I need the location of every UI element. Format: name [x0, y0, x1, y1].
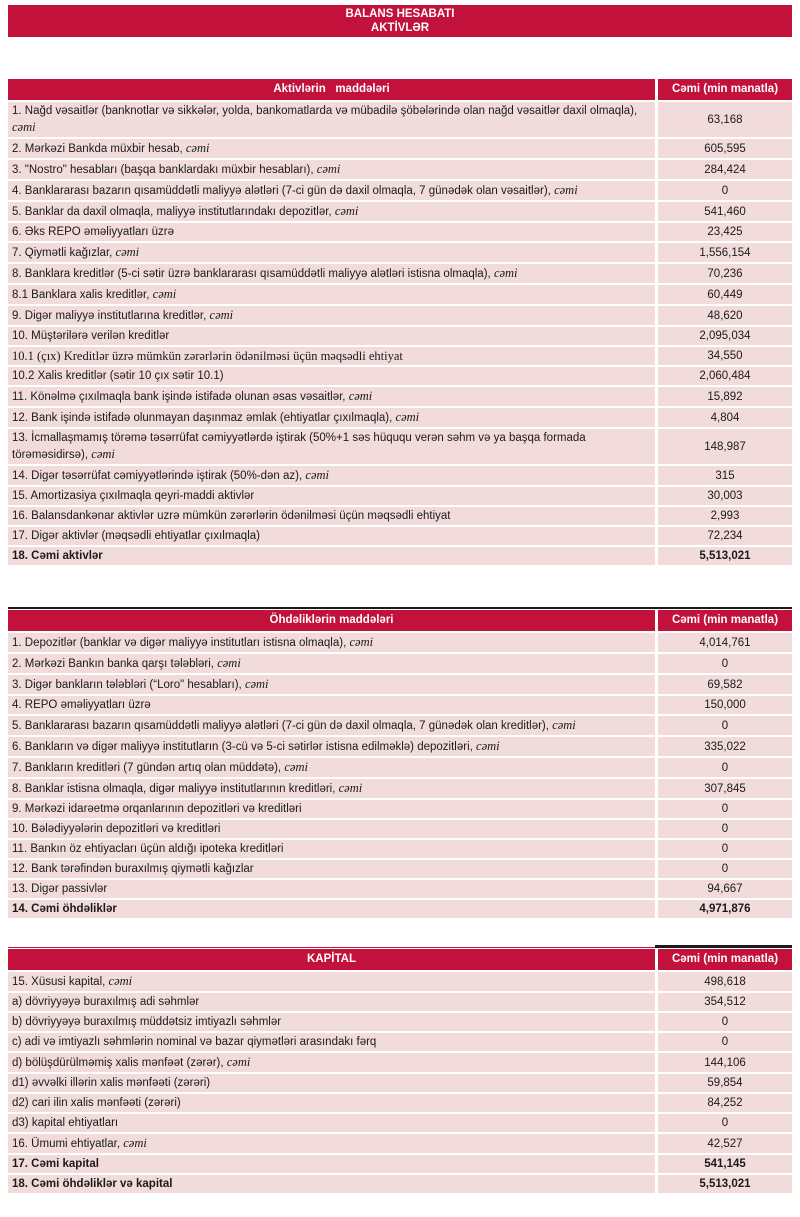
- row-label-cell: [8, 758, 655, 777]
- row-label-cell: [8, 1074, 655, 1092]
- row-label-text: 7. Bankların kreditləri (7 gündən artıq olan müddətə),: [12, 762, 282, 774]
- row-label-text: c) adi və imtiyazlı səhmlərin nominal və bazar qiymətləri arasındakı fərq: [12, 1036, 377, 1048]
- row-label-text: d3) kapital ehtiyatları: [12, 1117, 119, 1129]
- row-label-cell: [8, 737, 655, 756]
- row-value: 2,993: [658, 507, 792, 525]
- table-row: [8, 243, 792, 262]
- table-header: [8, 949, 792, 970]
- row-value: 0: [658, 860, 792, 878]
- row-label-text: d) bölüşdürülməmiş xalis mənfəət (zərər),: [12, 1057, 224, 1069]
- row-label-italic-suffix: cəmi: [334, 204, 359, 218]
- row-label-cell: [8, 367, 655, 385]
- table-row: [8, 1053, 792, 1072]
- table-row: [8, 181, 792, 200]
- row-label: [12, 548, 103, 564]
- table-row: [8, 202, 792, 221]
- table-row: [8, 737, 792, 756]
- row-value: 2,060,484: [658, 367, 792, 385]
- table-row: [8, 223, 792, 241]
- row-value: 30,003: [658, 487, 792, 505]
- table-row: [8, 264, 792, 283]
- row-label-italic-suffix: cəmi: [552, 718, 576, 732]
- row-value: 335,022: [658, 737, 792, 756]
- row-label: [12, 1176, 172, 1192]
- table-row: [8, 466, 792, 485]
- row-label-cell: [8, 993, 655, 1011]
- table-header-label: Öhdəliklərin maddələri: [8, 610, 655, 631]
- tables-container: [8, 79, 792, 1193]
- row-label-italic-suffix: cəmi: [493, 266, 518, 280]
- row-label-text: 15. Amortizasiya çıxılmaqla qeyri-maddi aktivlər: [12, 490, 255, 502]
- row-value: 0: [658, 840, 792, 858]
- table-row: [8, 716, 792, 735]
- row-label-text: 2. Mərkəzi Bankda müxbir hesab,: [12, 143, 183, 155]
- row-label-text: 4. REPO əməliyyatları üzrə: [12, 699, 151, 711]
- row-label: [12, 409, 419, 426]
- row-label-text: 9. Mərkəzi idarəetmə orqanlarının depozitləri və kreditləri: [12, 803, 302, 815]
- row-label: [12, 881, 107, 897]
- row-label-text: 11. Könəlmə çıxılmaqla bank işində istifadə olunan əsas vəsaitlər,: [12, 391, 346, 403]
- row-value: 0: [658, 1114, 792, 1132]
- table-row: [8, 779, 792, 798]
- table-row: [8, 993, 792, 1011]
- row-value: 315: [658, 466, 792, 485]
- row-label-text: 14. Cəmi öhdəliklər: [12, 903, 117, 915]
- row-label-text: 13. İcmallaşmamış törəmə təsərrüfat cəmiyyətlərdə iştirak (50%+1 səs hüququ verən səhm və ya başqa formada törəməsidirsə),: [12, 432, 586, 461]
- row-label: [12, 1014, 281, 1030]
- row-label-italic-suffix: cəmi: [316, 162, 341, 176]
- row-label-italic-suffix: cəmi: [349, 635, 374, 649]
- row-label-text: 8.1 Banklara xalis kreditlər,: [12, 289, 150, 301]
- row-label-cell: [8, 306, 655, 325]
- table-kapital: [8, 944, 792, 1193]
- row-value: 59,854: [658, 1074, 792, 1092]
- table-row: [8, 1134, 792, 1153]
- row-value: 42,527: [658, 1134, 792, 1153]
- row-label: [12, 1095, 181, 1111]
- row-label: [12, 140, 209, 157]
- row-value: 70,236: [658, 264, 792, 283]
- row-label: [12, 224, 174, 240]
- row-value: 94,667: [658, 880, 792, 898]
- row-label-italic-suffix: cəmi: [12, 120, 36, 134]
- row-label-text: 12. Bank işində istifadə olunmayan daşınmaz əmlak (ehtiyatlar çıxılmaqla),: [12, 412, 393, 424]
- row-label-cell: [8, 1175, 655, 1193]
- row-value: 498,618: [658, 972, 792, 991]
- table-row: [8, 675, 792, 694]
- table-row: [8, 102, 792, 137]
- row-value: 84,252: [658, 1094, 792, 1112]
- row-label: [12, 841, 283, 857]
- row-label: [12, 244, 139, 261]
- row-label-text: a) dövriyyəyə buraxılmış adi səhmlər: [12, 996, 200, 1008]
- row-label-text: 1. Depozitlər (banklar və digər maliyyə institutları istisna olmaqla),: [12, 637, 347, 649]
- row-label: [12, 1054, 250, 1071]
- table-row: [8, 633, 792, 652]
- row-label-cell: [8, 1134, 655, 1153]
- row-label: [12, 103, 651, 136]
- table-row: [8, 1074, 792, 1092]
- row-label: [12, 634, 373, 651]
- row-label-italic-suffix: cəmi: [476, 739, 500, 753]
- row-value: 307,845: [658, 779, 792, 798]
- row-label-cell: [8, 202, 655, 221]
- row-label-text: 1. Nağd vəsaitlər (banknotlar və sikkələr, yolda, bankomatlarda və mübadilə şöbələrində olan nağd vəsaitlər daxil olmaqla),: [12, 105, 638, 117]
- row-label-cell: [8, 429, 655, 464]
- table-rows: [8, 102, 792, 565]
- row-label-cell: [8, 327, 655, 345]
- row-value: 0: [658, 181, 792, 200]
- row-label: [12, 780, 362, 797]
- table-row: [8, 654, 792, 673]
- row-value: 63,168: [658, 102, 792, 137]
- row-label-cell: [8, 675, 655, 694]
- row-label: [12, 348, 403, 364]
- row-label-text: 7. Qiymətli kağızlar,: [12, 247, 113, 259]
- row-label-cell: [8, 900, 655, 918]
- row-label-text: 4. Banklararası bazarın qısamüddətli maliyyə alətləri (7-ci gün də daxil olmaqla, 7 günədək olan vəsaitlər),: [12, 185, 551, 197]
- report-title-line1: BALANS HESABATI: [345, 8, 455, 20]
- table-row: [8, 1033, 792, 1051]
- table-rows: [8, 972, 792, 1193]
- table-row: [8, 487, 792, 505]
- row-label-text: d1) əvvəlki illərin xalis mənfəəti (zərəri): [12, 1077, 211, 1089]
- row-label-cell: [8, 1033, 655, 1051]
- row-label: [12, 801, 302, 817]
- row-label-cell: [8, 527, 655, 545]
- row-label-text: 18. Cəmi öhdəliklər və kapital: [12, 1178, 173, 1190]
- table-header-value: Cəmi (min manatla): [658, 949, 792, 970]
- row-label-text: 14. Digər təsərrüfat cəmiyyətlərində iştirak (50%-dən az),: [12, 470, 303, 482]
- table-header-label: KAPİTAL: [8, 949, 655, 970]
- table-header-value: Cəmi (min manatla): [658, 79, 792, 100]
- row-label-italic-suffix: cəmi: [115, 245, 140, 259]
- row-label: [12, 488, 254, 504]
- table-row: [8, 547, 792, 565]
- row-value: 69,582: [658, 675, 792, 694]
- row-label-cell: [8, 633, 655, 652]
- row-label-text: 2. Mərkəzi Bankın banka qarşı tələbləri,: [12, 658, 214, 670]
- row-label: [12, 821, 220, 837]
- row-label-text: 3. "Nostro" hesabları (başqa banklardakı müxbir hesabları),: [12, 164, 314, 176]
- row-value: 144,106: [658, 1053, 792, 1072]
- row-label-text: 10.1 (çıx) Kreditlər üzrə mümkün zərərlərin ödənilməsi üçün məqsədli ehtiyat: [12, 349, 403, 363]
- row-value: 0: [658, 800, 792, 818]
- row-label-text: 9. Digər maliyyə institutlarına kreditlər,: [12, 310, 207, 322]
- table-row: [8, 1114, 792, 1132]
- row-label-cell: [8, 654, 655, 673]
- table-ohdelikler: [8, 607, 792, 918]
- row-value: 4,971,876: [658, 900, 792, 918]
- row-label-cell: [8, 160, 655, 179]
- table-row: [8, 160, 792, 179]
- row-value: 5,513,021: [658, 547, 792, 565]
- row-value: 0: [658, 758, 792, 777]
- row-label-cell: [8, 1155, 655, 1173]
- table-row: [8, 840, 792, 858]
- row-label: [12, 1075, 210, 1091]
- table-row: [8, 880, 792, 898]
- row-value: 0: [658, 1033, 792, 1051]
- row-label-cell: [8, 487, 655, 505]
- row-label-italic-suffix: cəmi: [244, 677, 269, 691]
- row-label: [12, 717, 576, 734]
- row-label-cell: [8, 264, 655, 283]
- row-label-text: 6. Bankların və digər maliyyə institutların (3-cü və 5-ci sətirlər istisna edilməklə) depozitləri,: [12, 741, 473, 753]
- table-row: [8, 972, 792, 991]
- row-label-text: 10.2 Xalis kreditlər (sətir 10 çıx sətir 10.1): [12, 370, 224, 382]
- row-label-cell: [8, 860, 655, 878]
- row-label-text: 18. Cəmi aktivlər: [12, 550, 103, 562]
- row-label-cell: [8, 181, 655, 200]
- row-label: [12, 901, 117, 917]
- row-label: [12, 697, 151, 713]
- row-value: 48,620: [658, 306, 792, 325]
- row-value: 5,513,021: [658, 1175, 792, 1193]
- row-label-text: 16. Balansdankənar aktivlər uzrə mümkün zərərlərin ödənilməsi üçün məqsədli ehtiyat: [12, 510, 451, 522]
- row-label-italic-suffix: cəmi: [284, 760, 308, 774]
- row-value: 4,804: [658, 408, 792, 427]
- row-label-italic-suffix: cəmi: [395, 410, 420, 424]
- top-border-left-segment: [8, 944, 655, 948]
- row-label: [12, 203, 358, 220]
- row-label: [12, 467, 329, 484]
- row-value: 284,424: [658, 160, 792, 179]
- row-label-text: 17. Digər aktivlər (məqsədli ehtiyatlar çıxılmaqla): [12, 530, 260, 542]
- row-label: [12, 655, 241, 672]
- table-row: [8, 327, 792, 345]
- row-value: 148,987: [658, 429, 792, 464]
- row-label-italic-suffix: cəmi: [185, 141, 210, 155]
- row-label: [12, 994, 199, 1010]
- table-row: [8, 139, 792, 158]
- row-label-cell: [8, 466, 655, 485]
- row-label: [12, 307, 233, 324]
- row-label-italic-suffix: cəmi: [217, 656, 241, 670]
- row-label-cell: [8, 696, 655, 714]
- row-label-cell: [8, 1114, 655, 1132]
- row-label-cell: [8, 1053, 655, 1072]
- row-label-cell: [8, 547, 655, 565]
- row-value: 605,595: [658, 139, 792, 158]
- row-label: [12, 430, 651, 463]
- row-label-cell: [8, 408, 655, 427]
- table-row: [8, 1094, 792, 1112]
- row-label-text: 3. Digər bankların tələbləri (“Loro" hesabları),: [12, 679, 242, 691]
- row-label-cell: [8, 820, 655, 838]
- table-row: [8, 507, 792, 525]
- row-label-text: 8. Banklar istisna olmaqla, digər maliyyə institutlarının kreditləri,: [12, 783, 336, 795]
- row-label-italic-suffix: cəmi: [305, 468, 329, 482]
- row-label-cell: [8, 880, 655, 898]
- row-label-text: 6. Əks REPO əməliyyatları üzrə: [12, 226, 175, 238]
- row-label-cell: [8, 840, 655, 858]
- row-label: [12, 1115, 118, 1131]
- row-label-cell: [8, 779, 655, 798]
- row-label-cell: [8, 972, 655, 991]
- row-label-cell: [8, 716, 655, 735]
- row-label-text: 8. Banklara kreditlər (5-ci sətir üzrə banklararası qısamüddətli maliyyə alətləri istisna olmaqla),: [12, 268, 491, 280]
- table-row: [8, 800, 792, 818]
- table-header: [8, 610, 792, 631]
- table-header: [8, 79, 792, 100]
- row-label: [12, 182, 578, 199]
- table-row: [8, 347, 792, 365]
- row-value: 4,014,761: [658, 633, 792, 652]
- row-label-italic-suffix: cəmi: [554, 183, 578, 197]
- table-top-border: [8, 944, 792, 948]
- row-label-cell: [8, 243, 655, 262]
- row-label: [12, 388, 372, 405]
- row-value: 150,000: [658, 696, 792, 714]
- table-row: [8, 860, 792, 878]
- row-value: 0: [658, 1013, 792, 1031]
- row-label: [12, 738, 500, 755]
- row-label-cell: [8, 1094, 655, 1112]
- row-label-text: 17. Cəmi kapital: [12, 1158, 99, 1170]
- table-row: [8, 758, 792, 777]
- row-label-italic-suffix: cəmi: [338, 781, 363, 795]
- row-label-italic-suffix: cəmi: [152, 287, 177, 301]
- row-label: [12, 861, 254, 877]
- row-value: 1,556,154: [658, 243, 792, 262]
- row-label: [12, 265, 518, 282]
- row-label-text: d2) cari ilin xalis mənfəəti (zərəri): [12, 1097, 181, 1109]
- table-row: [8, 696, 792, 714]
- table-row: [8, 527, 792, 545]
- row-label-italic-suffix: cəmi: [91, 447, 115, 461]
- row-label-italic-suffix: cəmi: [348, 389, 373, 403]
- row-label: [12, 1135, 147, 1152]
- row-label: [12, 1034, 376, 1050]
- row-value: 15,892: [658, 387, 792, 406]
- row-value: 0: [658, 654, 792, 673]
- row-label-cell: [8, 223, 655, 241]
- row-label-italic-suffix: cəmi: [226, 1055, 251, 1069]
- row-label-cell: [8, 102, 655, 137]
- row-value: 2,095,034: [658, 327, 792, 345]
- table-row: [8, 306, 792, 325]
- row-label-cell: [8, 1013, 655, 1031]
- row-value: 541,145: [658, 1155, 792, 1173]
- row-label: [12, 161, 340, 178]
- row-value: 72,234: [658, 527, 792, 545]
- row-label-italic-suffix: cəmi: [209, 308, 234, 322]
- row-label-text: 5. Banklararası bazarın qısamüddətli maliyyə alətləri (7-ci gün də daxil olmaqla, 7 günədək olan kreditlər),: [12, 720, 549, 732]
- row-label-text: 10. Bələdiyyələrin depozitləri və kreditləri: [12, 823, 221, 835]
- row-label-text: 16. Ümumi ehtiyatlar,: [12, 1138, 121, 1150]
- table-top-border: [8, 607, 792, 609]
- row-label-text: 15. Xüsusi kapital,: [12, 976, 106, 988]
- row-label-text: b) dövriyyəyə buraxılmış müddətsiz imtiyazlı səhmlər: [12, 1016, 282, 1028]
- table-row: [8, 367, 792, 385]
- table-row: [8, 387, 792, 406]
- table-row: [8, 900, 792, 918]
- row-label-text: 10. Müştərilərə verilən kreditlər: [12, 330, 170, 342]
- row-label: [12, 973, 132, 990]
- row-label: [12, 368, 224, 384]
- row-label: [12, 676, 269, 693]
- table-row: [8, 820, 792, 838]
- row-label: [12, 286, 176, 303]
- row-label: [12, 328, 169, 344]
- top-border-right-segment: [655, 944, 792, 948]
- row-label-cell: [8, 387, 655, 406]
- table-header-label: Aktivlərin maddələri: [8, 79, 655, 100]
- report-title-banner: [8, 5, 792, 37]
- row-label: [12, 759, 308, 776]
- table-row: [8, 408, 792, 427]
- table-row: [8, 1155, 792, 1173]
- table-rows: [8, 633, 792, 918]
- table-row: [8, 1175, 792, 1193]
- row-label-italic-suffix: cəmi: [123, 1136, 147, 1150]
- row-label: [12, 528, 260, 544]
- row-label-text: 13. Digər passivlər: [12, 883, 108, 895]
- row-label-cell: [8, 800, 655, 818]
- row-value: 541,460: [658, 202, 792, 221]
- table-row: [8, 429, 792, 464]
- row-label-text: 11. Bankın öz ehtiyacları üçün aldığı ipoteka kreditləri: [12, 843, 284, 855]
- row-label: [12, 508, 451, 524]
- table-aktivler: [8, 79, 792, 565]
- row-label-text: 12. Bank tərəfindən buraxılmış qiymətli kağızlar: [12, 863, 254, 875]
- row-value: 354,512: [658, 993, 792, 1011]
- row-value: 34,550: [658, 347, 792, 365]
- row-value: 60,449: [658, 285, 792, 304]
- table-header-value: Cəmi (min manatla): [658, 610, 792, 631]
- table-row: [8, 285, 792, 304]
- row-value: 0: [658, 820, 792, 838]
- row-value: 23,425: [658, 223, 792, 241]
- row-label-cell: [8, 285, 655, 304]
- row-label: [12, 1156, 99, 1172]
- row-label-text: 5. Banklar da daxil olmaqla, maliyyə institutlarındakı depozitlər,: [12, 206, 332, 218]
- row-label-italic-suffix: cəmi: [108, 974, 133, 988]
- row-value: 0: [658, 716, 792, 735]
- row-label-cell: [8, 507, 655, 525]
- row-label-cell: [8, 347, 655, 365]
- report-title-line2: AKTİVLƏR: [370, 22, 430, 34]
- table-row: [8, 1013, 792, 1031]
- row-label-cell: [8, 139, 655, 158]
